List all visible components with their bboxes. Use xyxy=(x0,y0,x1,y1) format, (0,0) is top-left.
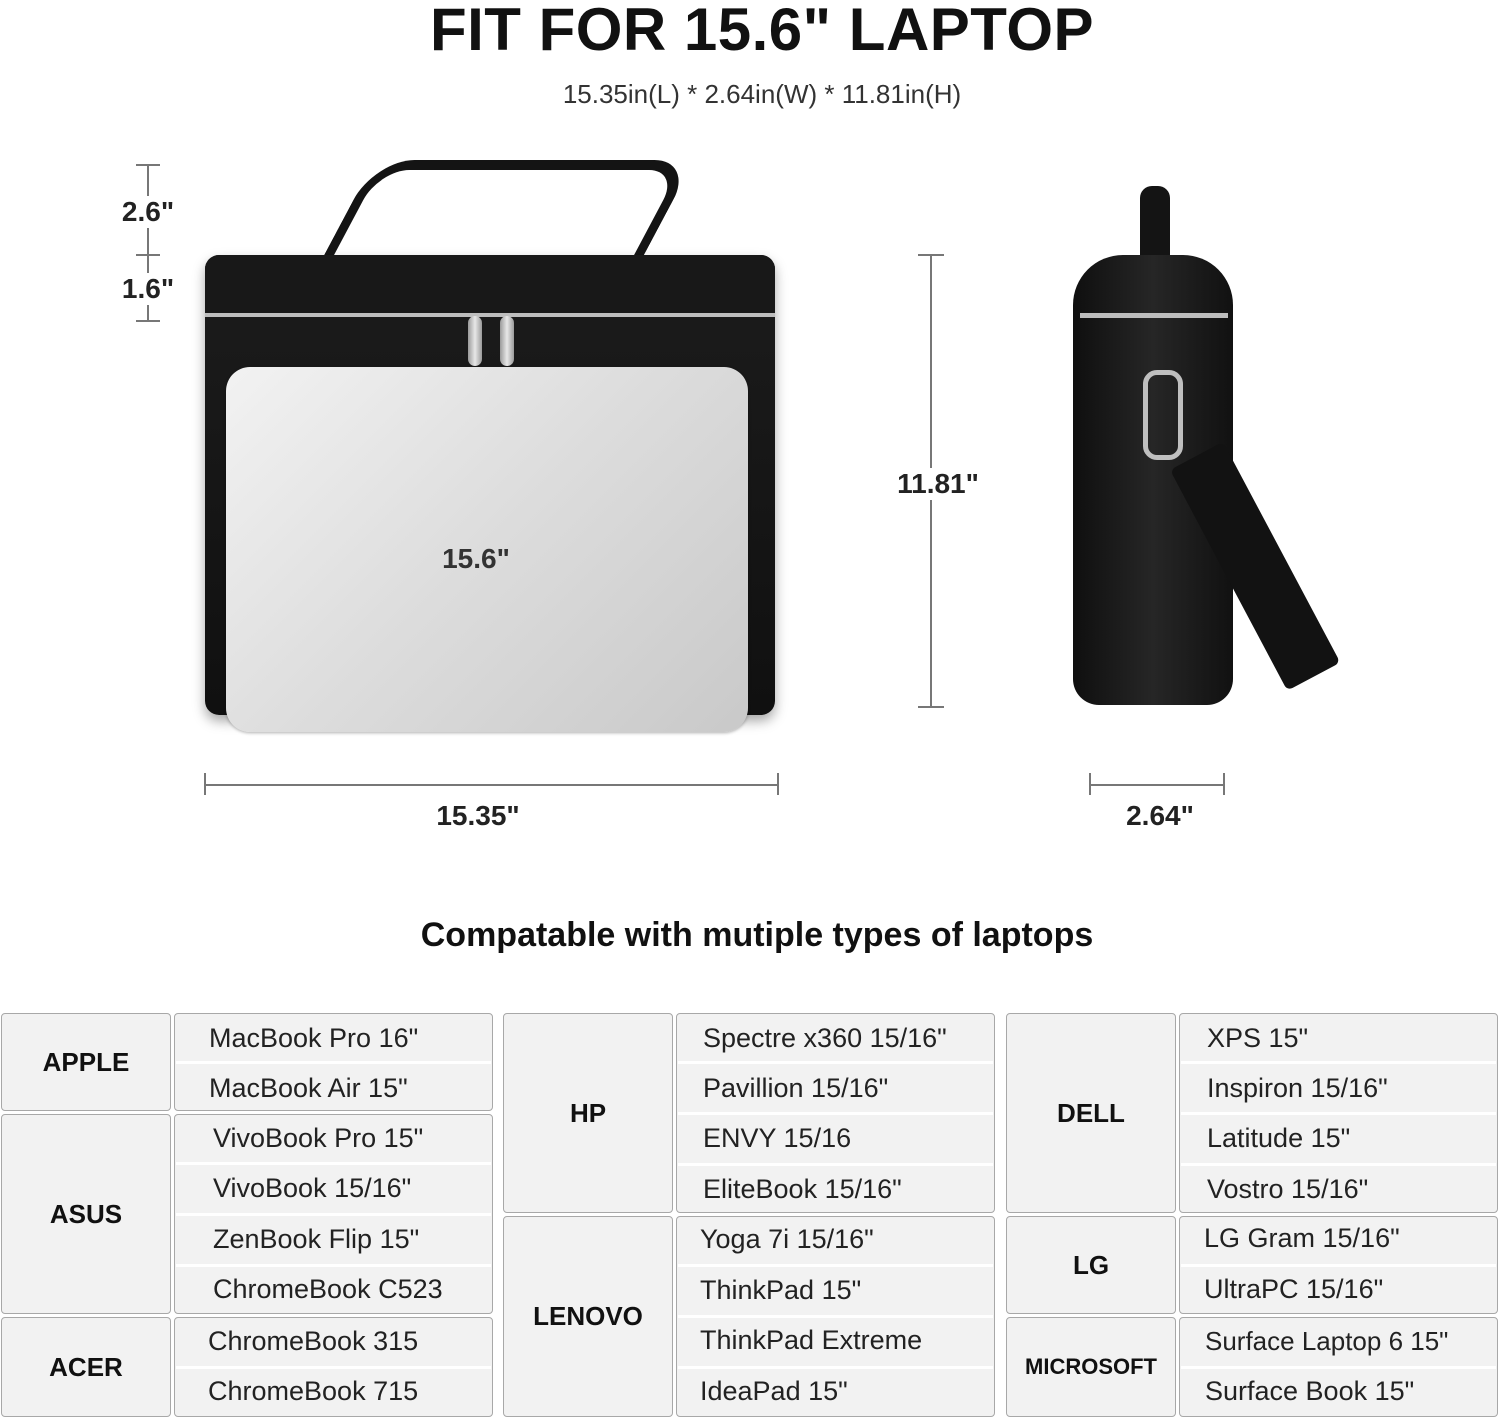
model-item: VivoBook 15/16" xyxy=(213,1173,412,1203)
brand-lenovo: LENOVO xyxy=(533,1301,643,1331)
model-item: ChromeBook 315 xyxy=(208,1326,419,1356)
length-tick-right xyxy=(777,773,779,795)
lid-height-tick-mid xyxy=(136,254,160,256)
brand-asus: ASUS xyxy=(49,1198,123,1229)
laptop-illustration xyxy=(226,367,748,732)
model-item: Vostro 15/16" xyxy=(1207,1174,1369,1204)
model-item: MacBook Pro 16" xyxy=(209,1023,419,1053)
model-item: LG Gram 15/16" xyxy=(1204,1223,1400,1253)
height-tick-top xyxy=(918,254,944,256)
model-item: XPS 15" xyxy=(1207,1023,1309,1053)
brand-apple: APPLE xyxy=(42,1046,130,1077)
model-item: Pavillion 15/16" xyxy=(703,1073,889,1103)
brand-lg: LG xyxy=(1072,1249,1110,1280)
width-line xyxy=(1089,784,1225,786)
strap-hook xyxy=(1143,370,1183,460)
model-item: Latitude 15" xyxy=(1207,1123,1351,1153)
model-item: VivoBook Pro 15" xyxy=(213,1123,424,1153)
model-item: Inspiron 15/16" xyxy=(1207,1073,1388,1103)
brand-hp: HP xyxy=(569,1097,607,1128)
bag-lid xyxy=(205,255,775,317)
model-item: Spectre x360 15/16" xyxy=(703,1023,947,1053)
model-item: IdeaPad 15" xyxy=(700,1376,848,1406)
lid-height-label: 1.6" xyxy=(108,273,188,305)
model-item: Yoga 7i 15/16" xyxy=(700,1224,874,1254)
model-item: Surface Laptop 6 15" xyxy=(1205,1326,1449,1356)
lid-height-tick-bottom xyxy=(136,320,160,322)
model-item: MacBook Air 15" xyxy=(209,1073,408,1103)
model-item: ENVY 15/16 xyxy=(703,1123,852,1153)
model-item: ThinkPad 15" xyxy=(700,1275,862,1305)
model-item: ChromeBook 715 xyxy=(208,1376,419,1406)
zipper-pull-right xyxy=(500,316,514,366)
page-title: FIT FOR 15.6" LAPTOP xyxy=(429,0,1095,63)
model-item: ZenBook Flip 15" xyxy=(213,1224,420,1254)
side-zipper xyxy=(1080,313,1228,318)
model-item: EliteBook 15/16" xyxy=(703,1174,902,1204)
length-label: 15.35" xyxy=(436,800,520,831)
model-item: ChromeBook C523 xyxy=(213,1274,443,1304)
model-item: Surface Book 15" xyxy=(1205,1376,1415,1406)
width-label: 2.64" xyxy=(1126,800,1194,831)
height-label: 11.81" xyxy=(888,468,988,500)
length-line xyxy=(204,784,779,786)
laptop-size-label: 15.6" xyxy=(442,543,510,574)
brand-microsoft: MICROSOFT xyxy=(1025,1354,1157,1379)
model-item: ThinkPad Extreme xyxy=(700,1325,923,1355)
handle-height-tick-top xyxy=(136,164,160,166)
length-tick-left xyxy=(204,773,206,795)
brand-acer: ACER xyxy=(49,1351,123,1382)
dimensions-subtitle: 15.35in(L) * 2.64in(W) * 11.81in(H) xyxy=(562,79,962,109)
compatibility-heading: Compatable with mutiple types of laptops xyxy=(420,916,1094,954)
handle-height-label: 2.6" xyxy=(108,196,188,228)
width-tick-right xyxy=(1223,773,1225,795)
model-item: UltraPC 15/16" xyxy=(1204,1274,1384,1304)
height-tick-bottom xyxy=(918,706,944,708)
width-tick-left xyxy=(1089,773,1091,795)
zipper-pull-left xyxy=(468,316,482,366)
brand-dell: DELL xyxy=(1057,1097,1125,1128)
